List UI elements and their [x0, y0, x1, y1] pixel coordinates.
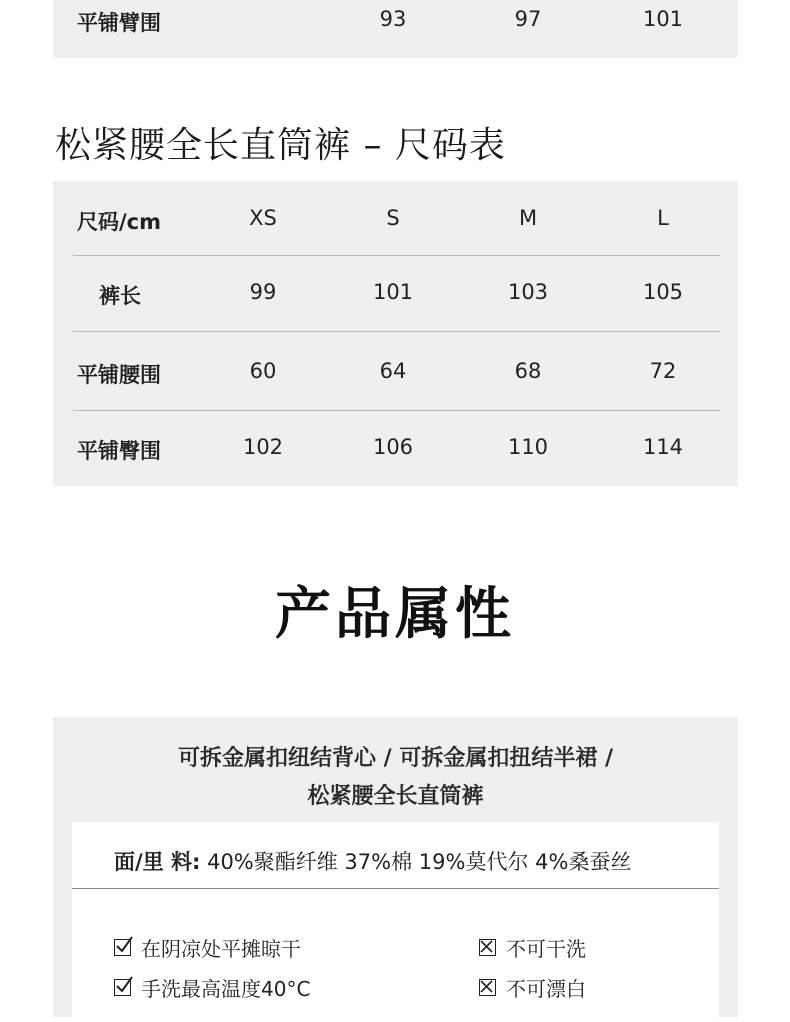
table-cell: 97 — [514, 7, 542, 31]
product-attributes-panel — [53, 717, 738, 1017]
divider — [72, 888, 719, 889]
table-cell: 102 — [242, 435, 284, 459]
table-cell: 60 — [249, 359, 277, 383]
table-cell: 103 — [507, 280, 549, 304]
table-cell: 114 — [642, 435, 684, 459]
checkbox-crossed-icon — [479, 939, 496, 956]
size-chart-table — [53, 181, 738, 486]
care-item-forbidden — [479, 933, 586, 962]
care-item-allowed — [114, 933, 301, 962]
table-cell: 68 — [514, 359, 542, 383]
table-cell: 106 — [372, 435, 414, 459]
product-name-line2: 松紧腰全长直筒裤 — [307, 784, 484, 809]
table-cell: 99 — [249, 280, 277, 304]
table-cell: 72 — [649, 359, 677, 383]
checkbox-crossed-icon — [479, 979, 496, 996]
row-label: 平铺臂围 — [77, 11, 161, 35]
care-item-forbidden — [479, 973, 586, 1002]
size-header-s: S — [386, 206, 400, 230]
size-header-xs: XS — [249, 206, 277, 230]
divider — [73, 331, 720, 332]
care-item-allowed — [114, 973, 310, 1002]
previous-size-table-panel — [53, 0, 738, 58]
fabric-composition — [114, 846, 631, 876]
care-label: 不可漂白 — [506, 977, 586, 1001]
row-label-waist: 平铺腰围 — [77, 363, 161, 387]
table-cell: 101 — [372, 280, 414, 304]
attributes-detail-box — [72, 822, 719, 1022]
table-cell: 110 — [507, 435, 549, 459]
table-cell: 64 — [379, 359, 407, 383]
row-label-length: 裤长 — [99, 284, 141, 308]
size-chart-title: 松紧腰全长直筒裤 – 尺码表 — [55, 125, 506, 166]
fabric-label: 面/里 料: — [114, 850, 201, 874]
row-label-hip: 平铺臀围 — [77, 439, 161, 463]
table-cell: 105 — [642, 280, 684, 304]
divider — [73, 255, 720, 256]
size-header-m: M — [518, 206, 538, 230]
checkbox-checked-icon — [114, 979, 131, 996]
size-header-l: L — [657, 206, 669, 230]
divider — [73, 410, 720, 411]
care-label: 在阴凉处平摊晾干 — [141, 937, 301, 961]
table-cell: 93 — [379, 7, 407, 31]
care-label: 不可干洗 — [506, 937, 586, 961]
product-name-line1: 可拆金属扣纽结背心 / 可拆金属扣扭结半裙 / — [177, 746, 614, 771]
header-label: 尺码/cm — [77, 210, 161, 234]
table-cell: 101 — [642, 7, 684, 31]
care-label: 手洗最高温度40°C — [141, 977, 311, 1001]
product-attributes-heading: 产品属性 — [275, 582, 515, 647]
checkbox-checked-icon — [114, 939, 131, 956]
fabric-value: 40%聚酯纤维 37%棉 19%莫代尔 4%桑蚕丝 — [207, 850, 632, 874]
